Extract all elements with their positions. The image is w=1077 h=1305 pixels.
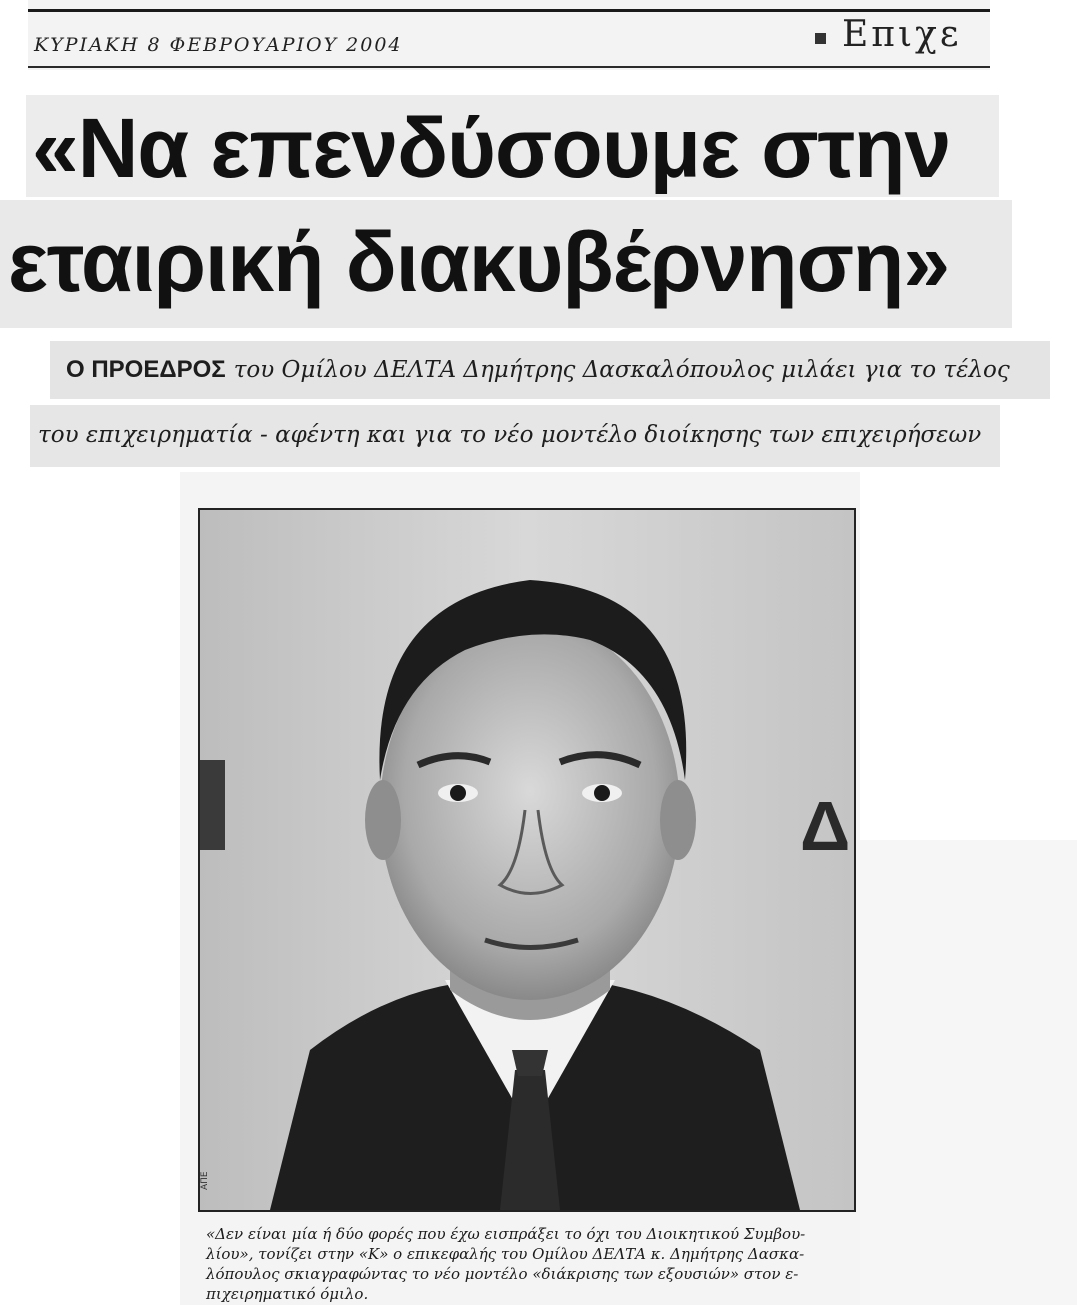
section-name: Επιχε — [842, 14, 962, 55]
background-paper — [860, 840, 1077, 1305]
photo-caption — [206, 1224, 852, 1304]
caption-line: λίου», τονίζει στην «Κ» ο επικεφαλής του Ομίλου ΔΕΛΤΑ κ. Δημήτρης Δασκα- — [206, 1245, 805, 1263]
masthead-top-rule — [28, 9, 990, 12]
subheading-lead: Ο ΠΡΟΕΔΡΟΣ — [66, 356, 226, 383]
caption-line: πιχειρηματικό όμιλο. — [206, 1285, 369, 1303]
headline-line-2: εταιρική διακυβέρνηση» — [8, 215, 950, 309]
masthead-bottom-rule — [28, 66, 990, 68]
section-bullet-icon — [815, 33, 826, 44]
svg-text:Δ: Δ — [800, 787, 851, 865]
subheading-line-1-text: του Ομίλου ΔΕΛΤΑ Δημήτρης Δασκαλόπουλος μιλάει για το τέλος — [233, 357, 1010, 383]
caption-line: «Δεν είναι μία ή δύο φορές που έχω εισπράξει το όχι του Διοικητικού Συμβου- — [206, 1225, 806, 1243]
portrait-illustration — [200, 510, 854, 1210]
portrait-photo — [198, 508, 856, 1212]
issue-date: ΚΥΡΙΑΚΗ 8 ΦΕΒΡΟΥΑΡΙΟΥ 2004 — [34, 34, 403, 56]
photo-credit: ΑΠΕ — [200, 1171, 210, 1190]
caption-line: λόπουλος σκιαγραφώντας το νέο μοντέλο «διάκρισης των εξουσιών» στον ε- — [206, 1265, 799, 1283]
subheading-line-2: του επιχειρηματία - αφέντη και για το νέο μοντέλο διοίκησης των επιχειρήσεων — [38, 422, 982, 448]
subheading-line-1 — [66, 356, 1010, 384]
headline-line-1: «Να επενδύσουμε στην — [32, 101, 951, 195]
